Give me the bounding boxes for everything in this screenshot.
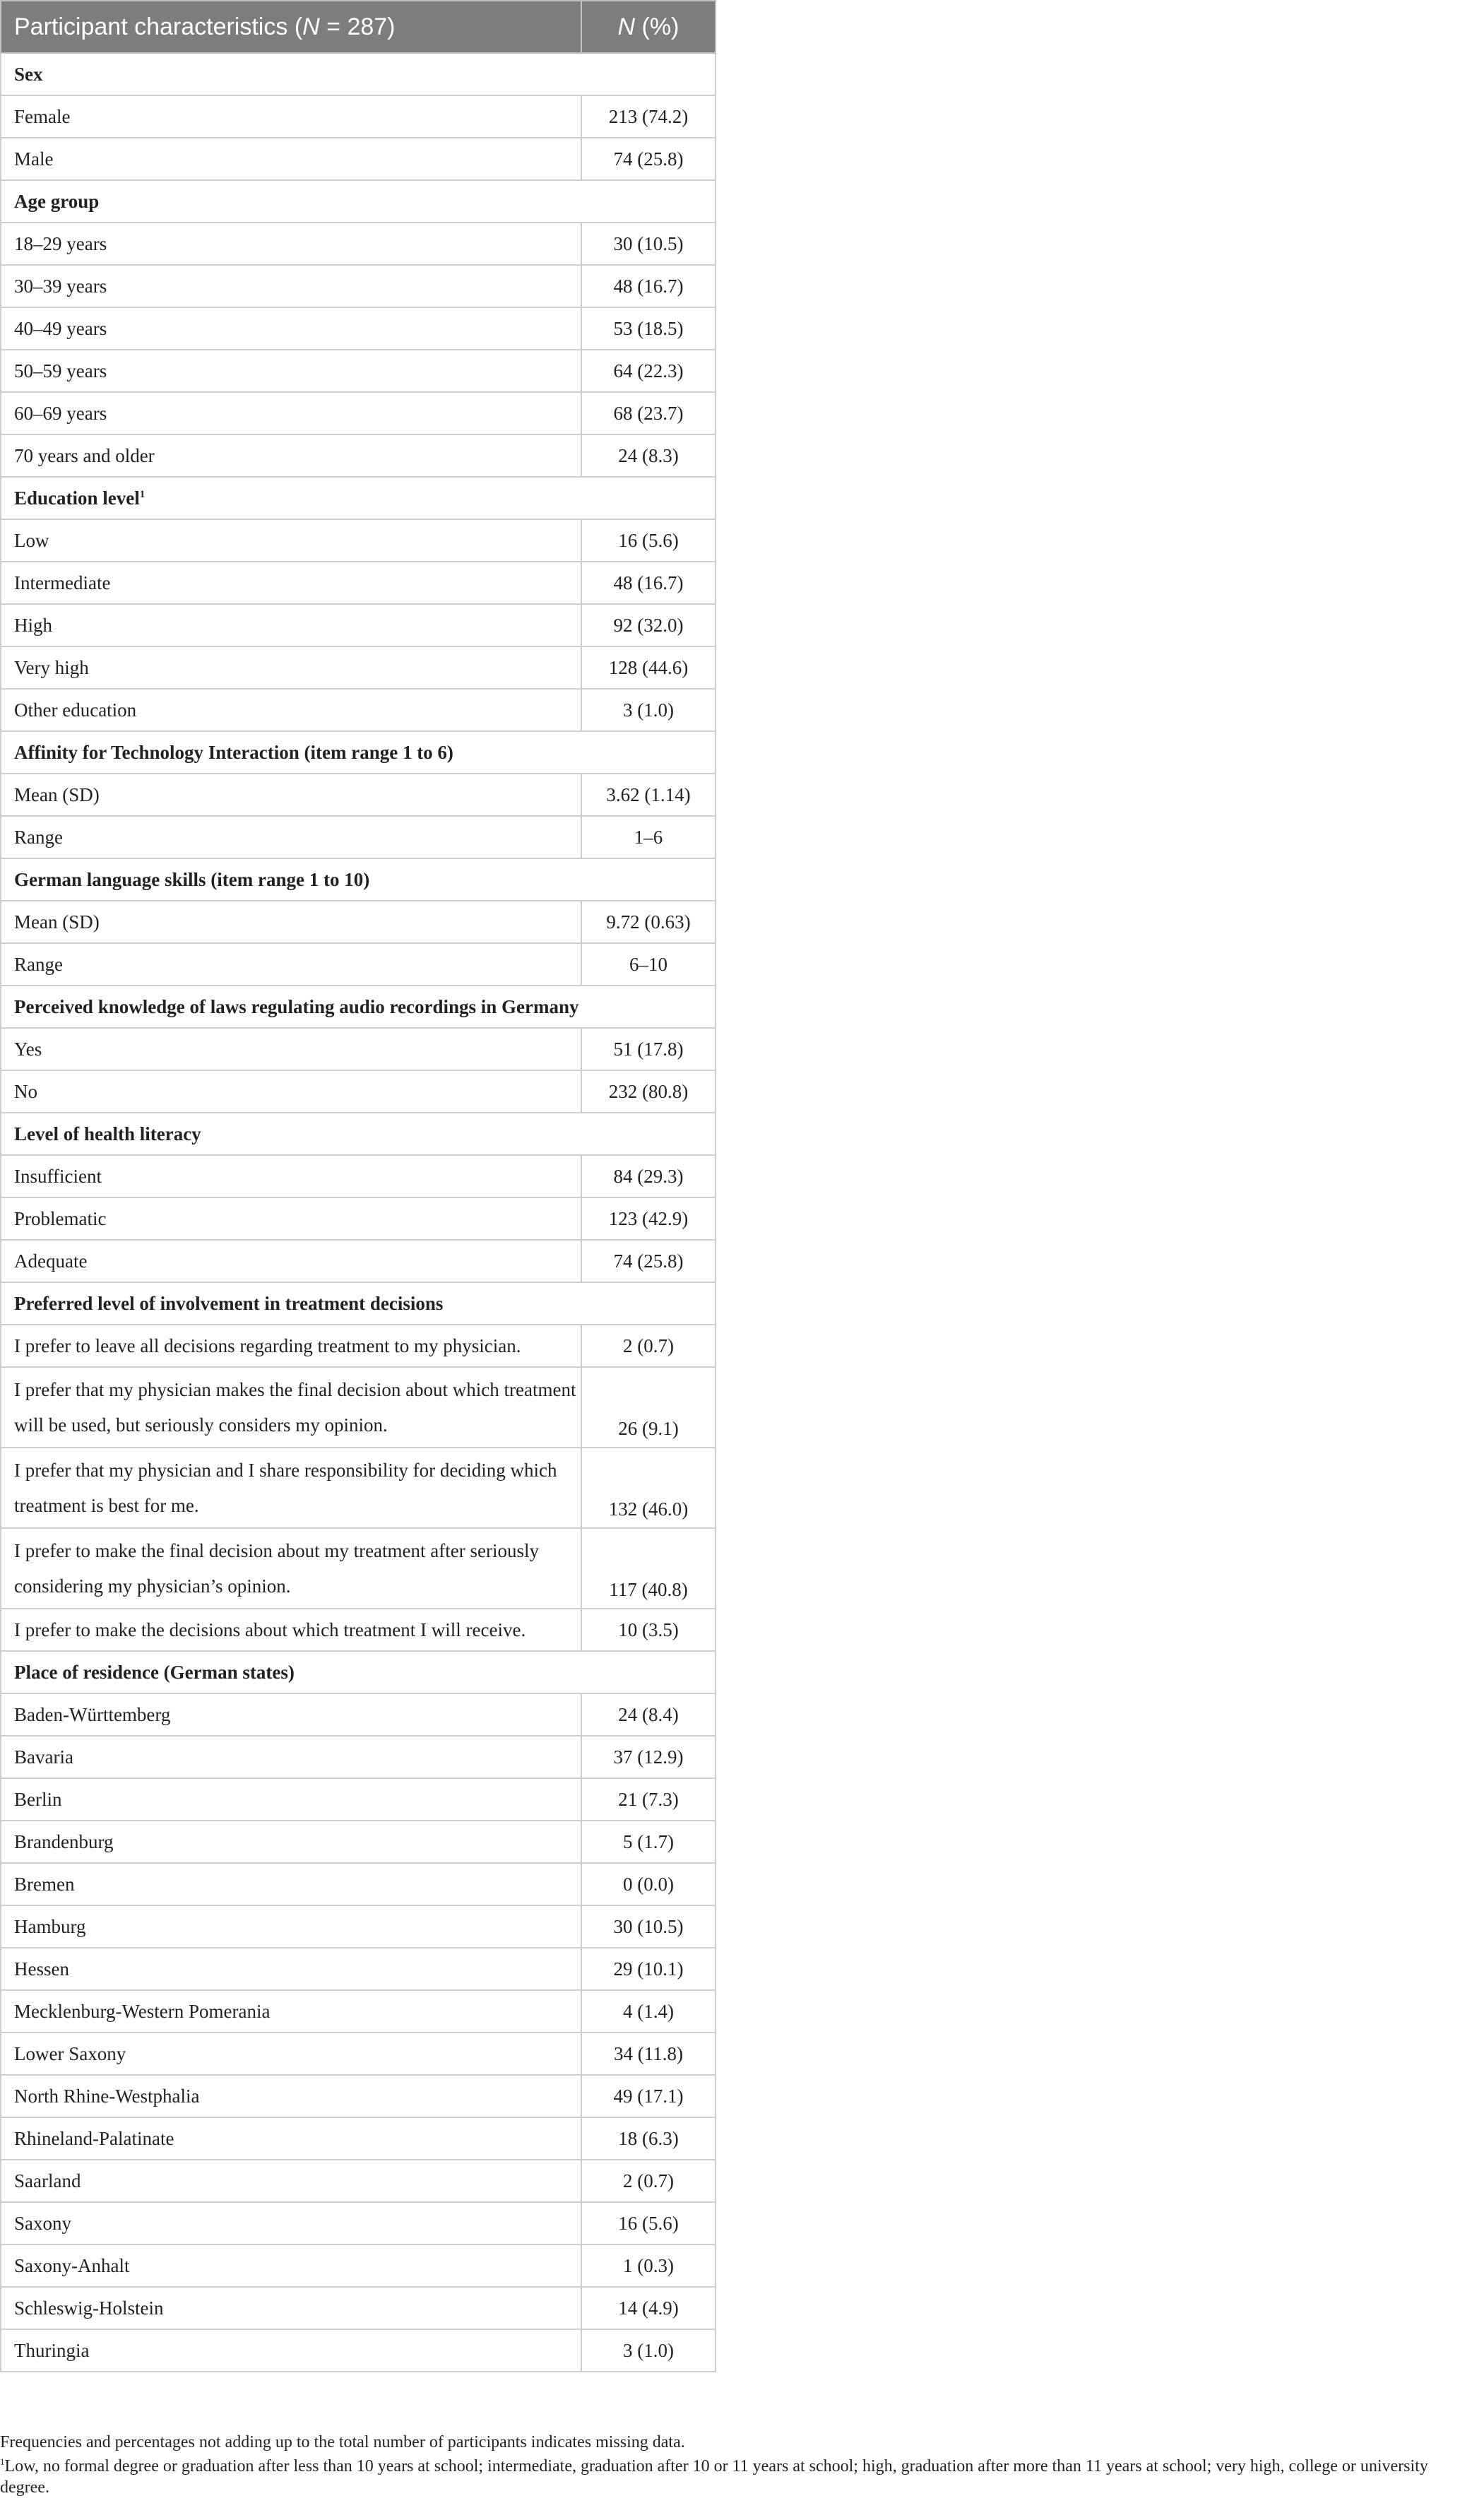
table-row — [1, 689, 716, 731]
section-row — [1, 1113, 716, 1155]
row-label: Bremen — [1, 1863, 581, 1905]
row-label: I prefer that my physician and I share responsibility for deciding which treatment is best for me. — [1, 1448, 581, 1528]
table-row — [1, 2244, 716, 2287]
table-row — [1, 1609, 716, 1651]
section-heading — [1, 1651, 716, 1693]
table-row — [1, 943, 716, 986]
row-value: 24 (8.4) — [581, 1693, 716, 1736]
table-row — [1, 816, 716, 858]
row-value: 123 (42.9) — [581, 1197, 716, 1240]
table-row — [1, 1448, 716, 1528]
row-value: 232 (80.8) — [581, 1070, 716, 1113]
table-row — [1, 2329, 716, 2372]
row-value: 128 (44.6) — [581, 646, 716, 689]
row-label: Range — [1, 816, 581, 858]
table-row — [1, 604, 716, 646]
table-row — [1, 774, 716, 816]
row-value: 18 (6.3) — [581, 2117, 716, 2160]
table-row — [1, 1821, 716, 1863]
section-row — [1, 477, 716, 519]
row-label: Very high — [1, 646, 581, 689]
table-container — [0, 0, 716, 2372]
section-row — [1, 1651, 716, 1693]
table-row — [1, 1863, 716, 1905]
row-label: Mean (SD) — [1, 774, 581, 816]
row-value: 26 (9.1) — [581, 1367, 716, 1448]
header-characteristics-prefix: Participant characteristics ( — [14, 13, 303, 40]
table-row — [1, 1778, 716, 1821]
row-value: 68 (23.7) — [581, 392, 716, 434]
section-heading-text: Age group — [14, 191, 100, 212]
table-row — [1, 1948, 716, 1990]
row-label: Problematic — [1, 1197, 581, 1240]
education-footnote-text: Low, no formal degree or graduation after less than 10 years at school; intermediate, graduation after 10 or 11 years at school; high, graduation after more than 11 years at school; very high, college or university degree. — [0, 2457, 1428, 2497]
row-label: Berlin — [1, 1778, 581, 1821]
row-value: 132 (46.0) — [581, 1448, 716, 1528]
table-row — [1, 1155, 716, 1197]
section-heading-text: Place of residence (German states) — [14, 1662, 295, 1683]
education-footnote — [0, 2456, 1455, 2498]
table-row — [1, 434, 716, 477]
row-label: Intermediate — [1, 562, 581, 604]
table-row — [1, 1240, 716, 1282]
table-body — [1, 53, 716, 2372]
table-row — [1, 223, 716, 265]
table-row — [1, 1990, 716, 2033]
row-value: 2 (0.7) — [581, 2160, 716, 2202]
row-value: 10 (3.5) — [581, 1609, 716, 1651]
table-row — [1, 2075, 716, 2117]
table-row — [1, 1197, 716, 1240]
table-row — [1, 95, 716, 138]
row-value: 24 (8.3) — [581, 434, 716, 477]
row-value: 1–6 — [581, 816, 716, 858]
row-label: Range — [1, 943, 581, 986]
row-label: I prefer that my physician makes the final decision about which treatment will be used, but seriously considers my opinion. — [1, 1367, 581, 1448]
row-value: 34 (11.8) — [581, 2033, 716, 2075]
row-label: I prefer to make the final decision about my treatment after seriously considering my physician’s opinion. — [1, 1528, 581, 1609]
section-heading — [1, 53, 716, 95]
table-row — [1, 646, 716, 689]
row-value: 4 (1.4) — [581, 1990, 716, 2033]
section-heading — [1, 858, 716, 901]
row-value: 48 (16.7) — [581, 562, 716, 604]
row-label: Insufficient — [1, 1155, 581, 1197]
row-label: No — [1, 1070, 581, 1113]
section-heading-text: Sex — [14, 64, 43, 85]
section-heading — [1, 180, 716, 223]
table-row — [1, 138, 716, 180]
section-heading-text: Education level — [14, 487, 140, 509]
row-label: Saxony-Anhalt — [1, 2244, 581, 2287]
table-row — [1, 2117, 716, 2160]
row-label: High — [1, 604, 581, 646]
row-label: Male — [1, 138, 581, 180]
row-label: Lower Saxony — [1, 2033, 581, 2075]
table-row — [1, 1070, 716, 1113]
row-label: I prefer to make the decisions about which treatment I will receive. — [1, 1609, 581, 1651]
row-label: 70 years and older — [1, 434, 581, 477]
section-row — [1, 53, 716, 95]
row-label: 60–69 years — [1, 392, 581, 434]
row-label: 40–49 years — [1, 307, 581, 350]
section-heading — [1, 986, 716, 1028]
row-label: Saarland — [1, 2160, 581, 2202]
row-value: 213 (74.2) — [581, 95, 716, 138]
row-label: Low — [1, 519, 581, 562]
table-row — [1, 1693, 716, 1736]
section-heading — [1, 477, 716, 519]
row-value: 53 (18.5) — [581, 307, 716, 350]
table-row — [1, 307, 716, 350]
section-row — [1, 858, 716, 901]
section-heading-text: Preferred level of involvement in treatment decisions — [14, 1293, 444, 1314]
section-heading-text: Affinity for Technology Interaction (item range 1 to 6) — [14, 742, 453, 763]
row-label: Hamburg — [1, 1905, 581, 1948]
row-label: Brandenburg — [1, 1821, 581, 1863]
table-row — [1, 1528, 716, 1609]
table-row — [1, 519, 716, 562]
table-row — [1, 2033, 716, 2075]
row-value: 64 (22.3) — [581, 350, 716, 392]
row-label: Saxony — [1, 2202, 581, 2244]
table-row — [1, 1736, 716, 1778]
row-value: 0 (0.0) — [581, 1863, 716, 1905]
row-label: 18–29 years — [1, 223, 581, 265]
row-value: 3 (1.0) — [581, 689, 716, 731]
section-heading-text: German language skills (item range 1 to 10) — [14, 869, 370, 890]
row-value: 3 (1.0) — [581, 2329, 716, 2372]
table-row — [1, 2287, 716, 2329]
row-label: 30–39 years — [1, 265, 581, 307]
row-value: 117 (40.8) — [581, 1528, 716, 1609]
row-value: 16 (5.6) — [581, 2202, 716, 2244]
row-value: 14 (4.9) — [581, 2287, 716, 2329]
row-label: 50–59 years — [1, 350, 581, 392]
section-heading-text: Level of health literacy — [14, 1123, 201, 1144]
section-heading — [1, 1282, 716, 1325]
row-label: Female — [1, 95, 581, 138]
header-characteristics — [1, 1, 581, 53]
row-label: Mecklenburg-Western Pomerania — [1, 1990, 581, 2033]
table-row — [1, 392, 716, 434]
header-characteristics-n: N — [302, 13, 320, 40]
row-label: Schleswig-Holstein — [1, 2287, 581, 2329]
table-row — [1, 562, 716, 604]
table-header-row — [1, 1, 716, 53]
row-value: 3.62 (1.14) — [581, 774, 716, 816]
row-value: 16 (5.6) — [581, 519, 716, 562]
row-value: 30 (10.5) — [581, 223, 716, 265]
row-value: 48 (16.7) — [581, 265, 716, 307]
table-row — [1, 1367, 716, 1448]
row-value: 5 (1.7) — [581, 1821, 716, 1863]
row-label: Thuringia — [1, 2329, 581, 2372]
row-value: 9.72 (0.63) — [581, 901, 716, 943]
section-heading — [1, 1113, 716, 1155]
table-row — [1, 265, 716, 307]
row-value: 51 (17.8) — [581, 1028, 716, 1070]
table-row — [1, 350, 716, 392]
section-heading-text: Perceived knowledge of laws regulating audio recordings in Germany — [14, 996, 579, 1017]
row-label: Rhineland-Palatinate — [1, 2117, 581, 2160]
missing-data-note: Frequencies and percentages not adding up to the total number of participants indicates missing data. — [0, 2433, 685, 2451]
row-label: Adequate — [1, 1240, 581, 1282]
row-value: 29 (10.1) — [581, 1948, 716, 1990]
row-value: 84 (29.3) — [581, 1155, 716, 1197]
row-value: 6–10 — [581, 943, 716, 986]
row-value: 1 (0.3) — [581, 2244, 716, 2287]
header-n: N — [617, 13, 636, 40]
header-characteristics-suffix: = 287) — [319, 13, 396, 40]
row-label: North Rhine-Westphalia — [1, 2075, 581, 2117]
row-label: Baden-Württemberg — [1, 1693, 581, 1736]
participant-characteristics-table — [0, 0, 716, 2372]
header-n-percent — [581, 1, 716, 53]
row-label: Yes — [1, 1028, 581, 1070]
section-row — [1, 731, 716, 774]
table-footnotes — [0, 2432, 1455, 2498]
table-row — [1, 2160, 716, 2202]
row-value: 92 (32.0) — [581, 604, 716, 646]
row-value: 74 (25.8) — [581, 138, 716, 180]
footnote-marker: 1 — [139, 489, 146, 500]
table-row — [1, 1905, 716, 1948]
section-row — [1, 986, 716, 1028]
row-value: 30 (10.5) — [581, 1905, 716, 1948]
row-label: Other education — [1, 689, 581, 731]
row-label: Mean (SD) — [1, 901, 581, 943]
row-label: Bavaria — [1, 1736, 581, 1778]
section-row — [1, 180, 716, 223]
row-value: 74 (25.8) — [581, 1240, 716, 1282]
table-row — [1, 2202, 716, 2244]
table-row — [1, 1028, 716, 1070]
row-value: 2 (0.7) — [581, 1325, 716, 1367]
education-footnote-marker: 1 — [0, 2456, 5, 2467]
table-row — [1, 1325, 716, 1367]
row-label: Hessen — [1, 1948, 581, 1990]
row-label: I prefer to leave all decisions regarding treatment to my physician. — [1, 1325, 581, 1367]
header-percent: (%) — [635, 13, 679, 40]
row-value: 49 (17.1) — [581, 2075, 716, 2117]
row-value: 37 (12.9) — [581, 1736, 716, 1778]
section-row — [1, 1282, 716, 1325]
table-row — [1, 901, 716, 943]
section-heading — [1, 731, 716, 774]
row-value: 21 (7.3) — [581, 1778, 716, 1821]
